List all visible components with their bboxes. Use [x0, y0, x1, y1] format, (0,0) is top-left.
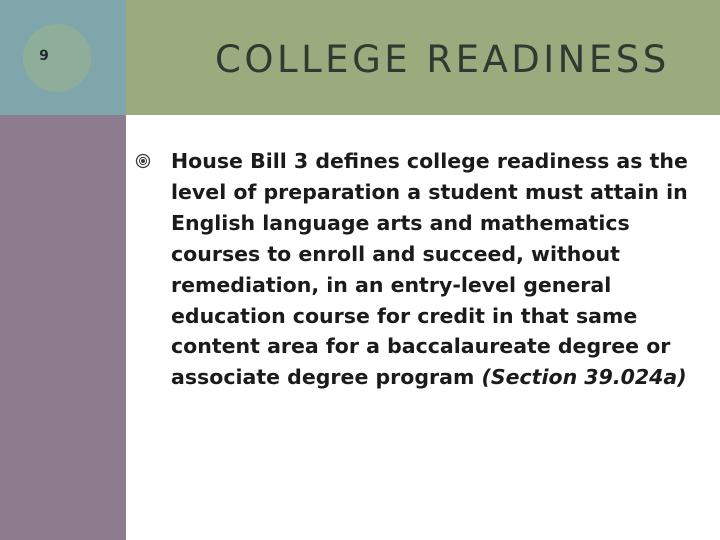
bullet-citation: (Section 39.024a) — [481, 365, 687, 390]
bullet-item — [135, 146, 695, 393]
page-number: 9 — [39, 48, 49, 64]
left-bottom-panel — [0, 115, 126, 540]
slide-title: COLLEGE READINESS — [215, 38, 670, 81]
circled-bullet-icon — [135, 153, 151, 169]
bullet-body: House Bill 3 defines college readiness as the level of preparation a student must attain in English language arts and mathematics courses to enroll and succeed, without remediation, in an entry-level general education course for credit in that same content area for a baccalaureate degree or associate degree program — [171, 149, 688, 390]
bullet-text — [171, 146, 691, 393]
slide-content — [135, 146, 695, 393]
page-number-circle — [23, 24, 91, 92]
